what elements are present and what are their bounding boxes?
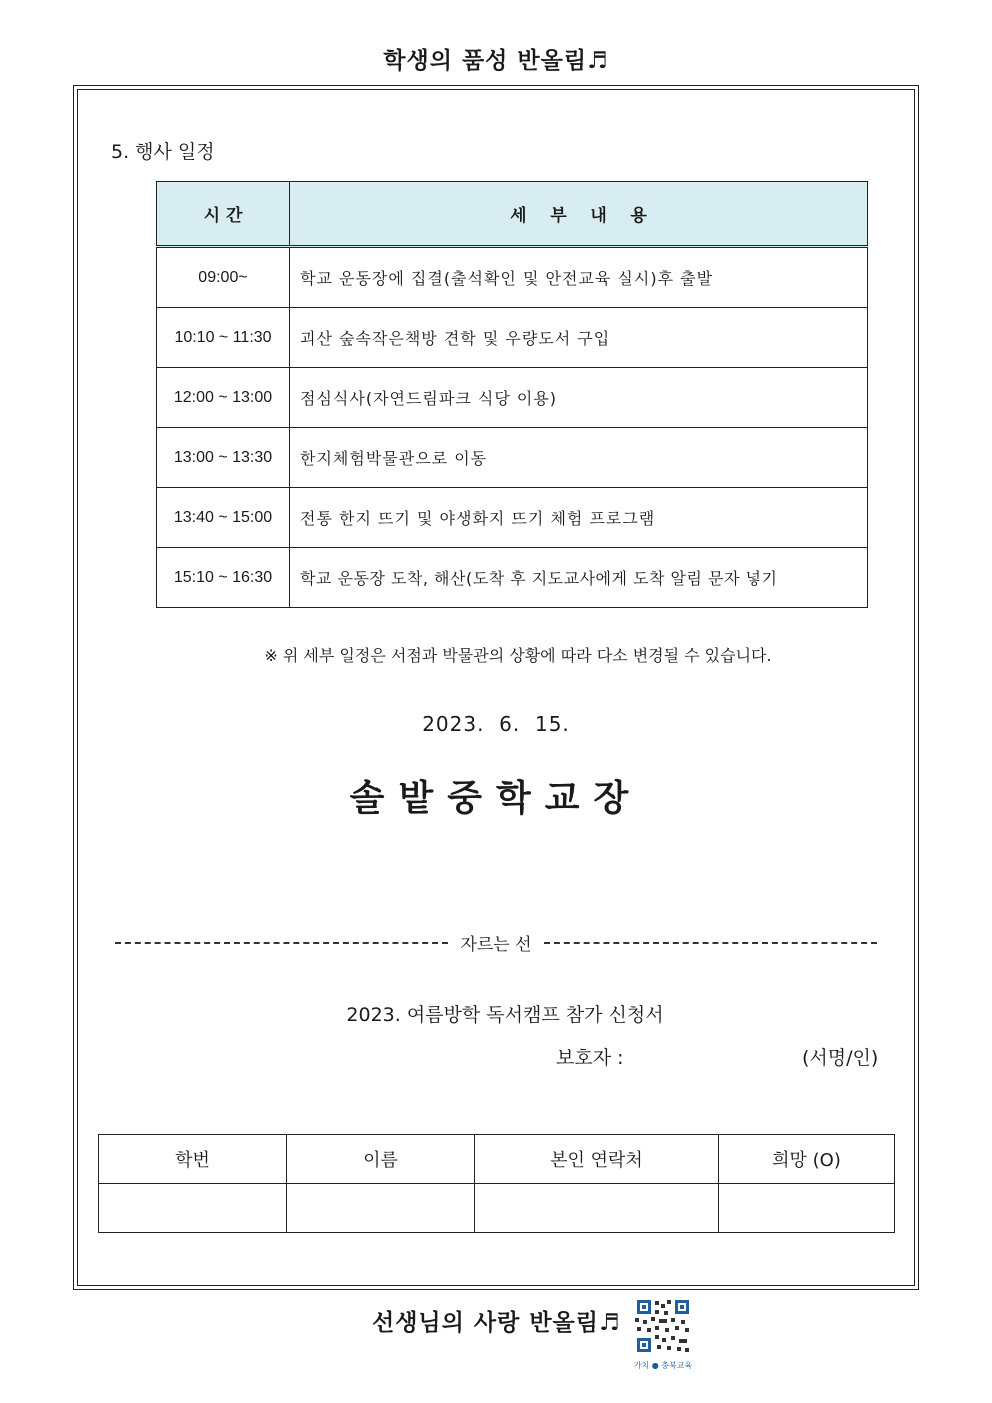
name-header: 이름 [287,1135,475,1184]
schedule-row [157,428,868,488]
schedule-row [157,308,868,368]
page-header-title: 학생의 품성 반올림♬ [383,47,609,74]
schedule-detail: 전통 한지 뜨기 및 야생화지 뜨기 체험 프로그램 [290,488,868,548]
name-cell[interactable] [287,1184,475,1233]
application-header-row [99,1135,895,1184]
document-date: 2023. 6. 15. [422,712,570,736]
schedule-row [157,247,868,308]
cut-line [115,930,877,955]
schedule-time: 15:10 ~ 16:30 [157,548,290,608]
schedule-notice: ※ 위 세부 일정은 서점과 박물관의 상황에 따라 다소 변경될 수 있습니다. [264,646,772,665]
schedule-time: 10:10 ~ 11:30 [157,308,290,368]
page-footer-title: 선생님의 사랑 반올림♬ [372,1309,621,1336]
student-number-header: 학번 [99,1135,287,1184]
schedule-time: 13:40 ~ 15:00 [157,488,290,548]
guardian-label: 보호자 : [556,1047,624,1069]
schedule-detail: 점심식사(자연드림파크 식당 이용) [290,368,868,428]
schedule-time: 09:00~ [157,247,290,308]
schedule-time: 13:00 ~ 13:30 [157,428,290,488]
qr-code-badge [631,1298,695,1371]
detail-column-header: 세 부 내 용 [290,182,868,247]
section-heading: 5. 행사 일정 [111,141,215,163]
schedule-detail: 괴산 숲속작은책방 견학 및 우량도서 구입 [290,308,868,368]
qr-caption: 가치 ● 충북교육 [633,1361,693,1370]
student-number-cell[interactable] [99,1184,287,1233]
schedule-detail: 학교 운동장 도착, 해산(도착 후 지도교사에게 도착 알림 문자 넣기 [290,548,868,608]
schedule-row [157,368,868,428]
cut-line-label: 자르는 선 [460,935,532,955]
qr-code-icon [631,1298,695,1354]
schedule-time: 12:00 ~ 13:00 [157,368,290,428]
schedule-row [157,548,868,608]
application-table [98,1134,895,1233]
preference-header: 희망 (O) [719,1135,895,1184]
principal-signature: 솔밭중학교장 [349,778,643,819]
guardian-signature-hint: (서명/인) [802,1047,879,1069]
application-form-title: 2023. 여름방학 독서캠프 참가 신청서 [346,1004,664,1026]
schedule-row [157,488,868,548]
cut-line-dash-left [115,942,448,944]
schedule-table [156,181,868,608]
schedule-detail: 학교 운동장에 집결(출석확인 및 안전교육 실시)후 출발 [290,247,868,308]
time-column-header: 시 간 [157,182,290,247]
schedule-header-row [157,182,868,247]
preference-cell[interactable] [719,1184,895,1233]
schedule-detail: 한지체험박물관으로 이동 [290,428,868,488]
contact-header: 본인 연락처 [475,1135,719,1184]
contact-cell[interactable] [475,1184,719,1233]
application-entry-row [99,1184,895,1233]
cut-line-dash-right [544,942,877,944]
